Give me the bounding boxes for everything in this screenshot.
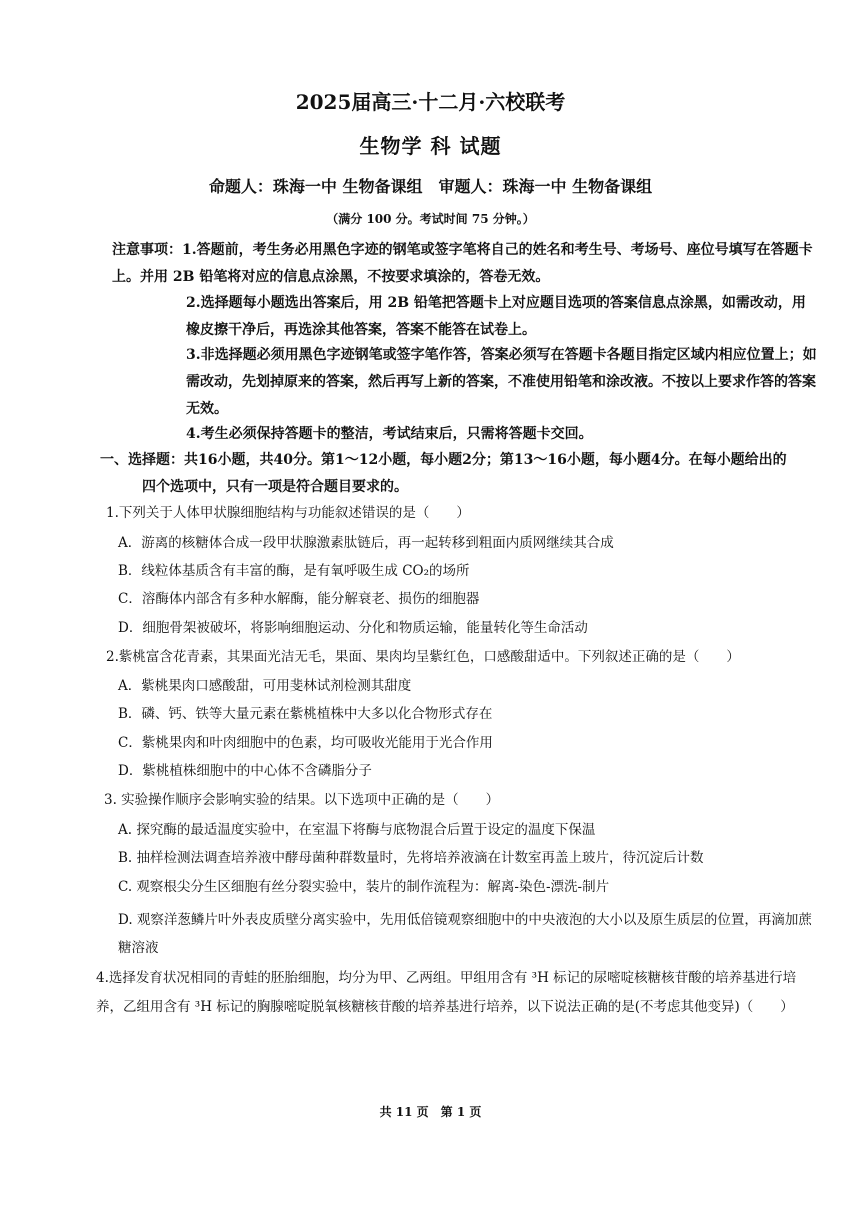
question-1-stem: 1.下列关于人体甲状腺细胞结构与功能叙述错误的是（ ） (106, 505, 470, 521)
section-heading (100, 447, 818, 501)
question-2-option-b: B．磷、钙、铁等大量元素在紫桃植株中大多以化合物形式存在 (118, 706, 493, 722)
question-2-option-c: C．紫桃果肉和叶肉细胞中的色素，均可吸收光能用于光合作用 (118, 735, 493, 751)
notice-item-1-text: 1.答题前，考生务必用黑色字迹的钢笔或签字笔将自己的姓名和考生号、考场号、座位号填写在答题卡上。并用 2B 铅笔将对应的信息点涂黑，不按要求填涂的，答卷无效。 (112, 242, 813, 285)
notice-item-4: 4.考生必须保持答题卡的整洁，考试结束后，只需将答题卡交回。 (186, 426, 593, 442)
question-2-option-d: D．紫桃植株细胞中的中心体不含磷脂分子 (118, 763, 372, 779)
notice-item-2: 2.选择题每小题选出答案后，用 2B 铅笔把答题卡上对应题目选项的答案信息点涂黑，如需改动，用橡皮擦干净后，再选涂其他答案，答案不能答在试卷上。 (186, 295, 806, 338)
question-3-stem: 3. 实验操作顺序会影响实验的结果。以下选项中正确的是（ ） (104, 792, 500, 808)
authors-line: 命题人：珠海一中 生物备课组 审题人：珠海一中 生物备课组 (208, 177, 653, 196)
question-3-option-d: D. 观察洋葱鳞片叶外表皮质壁分离实验中，先用低倍镜观察细胞中的中央液泡的大小以及原生质层的位置，再滴加蔗糖溶液 (118, 912, 812, 956)
question-3-option-c: C. 观察根尖分生区细胞有丝分裂实验中，装片的制作流程为：解离-染色-漂洗-制片 (118, 879, 610, 895)
question-1-option-a: A．游离的核糖体合成一段甲状腺激素肽链后，再一起转移到粗面内质网继续其合成 (118, 535, 614, 551)
notice-item-1 (112, 237, 817, 291)
notice-label: 注意事项： (112, 242, 182, 258)
subject-title: 生物学 科 试题 (359, 134, 502, 158)
question-1-option-c: C．溶酶体内部含有多种水解酶，能分解衰老、损伤的细胞器 (118, 591, 480, 607)
question-2-stem: 2.紫桃富含花青素，其果面光洁无毛，果面、果肉均呈紫红色，口感酸甜适中。下列叙述正确的是（ ） (106, 649, 740, 665)
question-1-option-d: D．细胞骨架被破坏，将影响细胞运动、分化和物质运输，能量转化等生命活动 (118, 620, 588, 636)
score-time-line: （满分 100 分。考试时间 75 分钟。） (326, 212, 535, 226)
question-1-option-b: B．线粒体基质含有丰富的酶，是有氧呼吸生成 CO₂的场所 (118, 563, 470, 579)
question-2-option-a: A．紫桃果肉口感酸甜，可用斐林试剂检测其甜度 (118, 678, 412, 694)
question-3-option-a: A. 探究酶的最适温度实验中，在室温下将酶与底物混合后置于设定的温度下保温 (118, 822, 596, 838)
section-heading-line2: 四个选项中，只有一项是符合题目要求的。 (142, 479, 408, 495)
question-4-stem: 4.选择发育状况相同的青蛙的胚胎细胞，均分为甲、乙两组。甲组用含有 ³H 标记的尿嘧啶核糖核苷酸的培养基进行培养，乙组用含有 ³H 标记的胸腺嘧啶脱氧核糖核苷酸的培养基进行培养，以下说法正确的是(不考虑其他变异)（ ） (96, 970, 797, 1015)
section-heading-line1: 一、选择题：共16小题，共40分。第1～12小题，每小题2分；第13～16小题，每小题4分。在每小题给出的 (100, 452, 787, 468)
exam-title: 2025届高三·十二月·六校联考 (295, 90, 566, 114)
question-3-option-b: B. 抽样检测法调查培养液中酵母菌种群数量时，先将培养液滴在计数室再盖上玻片，待沉淀后计数 (118, 850, 704, 866)
page-footer: 共 11 页 第 1 页 (379, 1105, 482, 1119)
notice-item-3: 3.非选择题必须用黑色字迹钢笔或签字笔作答，答案必须写在答题卡各题目指定区域内相应位置上；如需改动，先划掉原来的答案，然后再写上新的答案，不准使用铅笔和涂改液。不按以上要求作答的答案无效。 (186, 347, 817, 417)
